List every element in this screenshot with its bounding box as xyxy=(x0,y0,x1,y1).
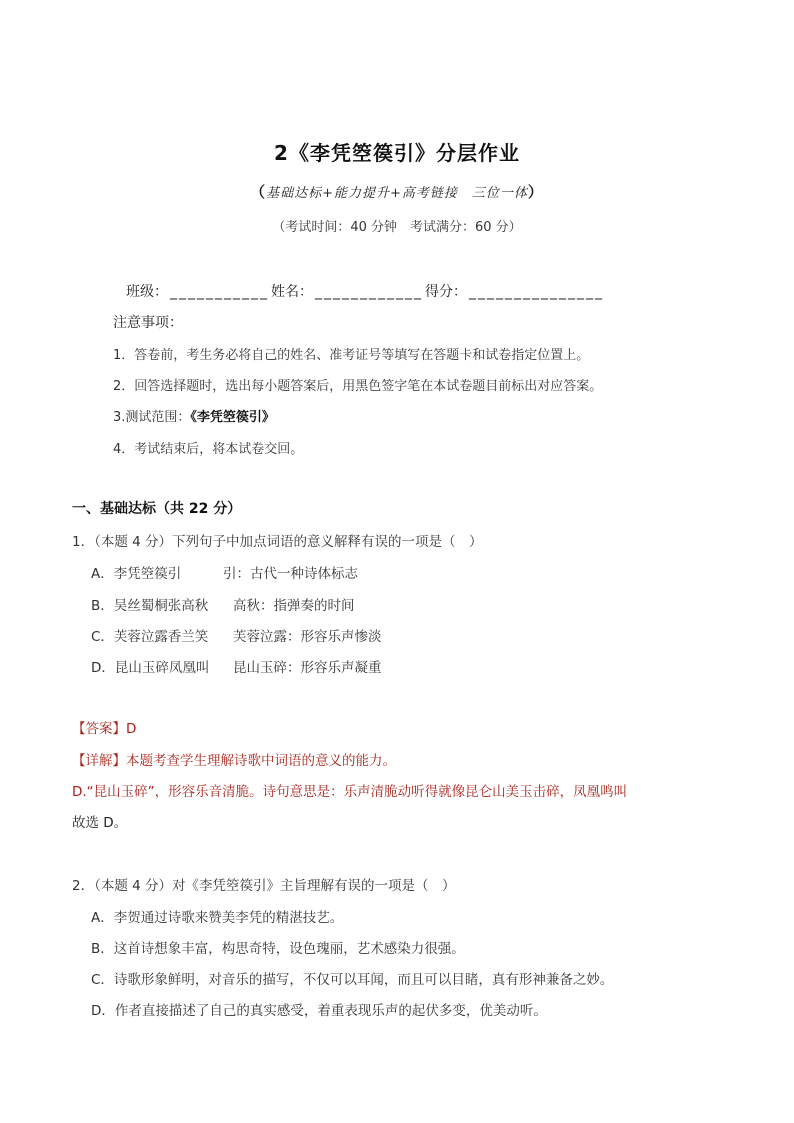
note-item-3-scope: 《李凭箜篌引》 xyxy=(190,410,275,425)
note-item-2: 2．回答选择题时，选出每小题答案后，用黑色签字笔在本试卷题目前标出对应答案。 xyxy=(113,379,603,394)
note-item-1: 1．答卷前，考生务必将自己的姓名、准考证号等填写在答题卡和试卷指定位置上。 xyxy=(113,348,590,363)
score-label: 得分： xyxy=(425,284,467,300)
question-2-option-b[interactable]: B．这首诗想象丰富，构思奇特，设色瑰丽，艺术感染力很强。 xyxy=(91,941,465,957)
section-heading: 一、基础达标（共 22 分） xyxy=(72,501,242,517)
note-item-3-prefix: 3.测试范围： xyxy=(113,410,191,425)
answer-value: D xyxy=(126,721,137,737)
name-label: 姓名： xyxy=(271,284,313,300)
class-label: 班级： xyxy=(126,284,168,300)
option-label: D．昆山玉碎凤凰叫 xyxy=(91,660,210,676)
page-title: 2《李凭箜篌引》分层作业 xyxy=(274,141,520,165)
option-label: A．李凭箜篌引 xyxy=(91,566,182,582)
question-1-option-b[interactable] xyxy=(91,594,355,614)
detail-text: 本题考查学生理解诗歌中词语的意义的能力。 xyxy=(126,753,396,769)
name-blank[interactable]: ____________ xyxy=(315,284,423,300)
detail-tag: 【详解】 xyxy=(72,753,126,769)
analysis-line: D.“昆山玉碎”，形容乐音清脆。诗句意思是：乐声清脆动听得就像昆仑山美玉击碎，凤凰鸣叫 xyxy=(72,784,628,800)
option-label: C．芙蓉泣露香兰笑 xyxy=(91,629,209,645)
exam-info: （考试时间：40 分钟 考试满分：60 分） xyxy=(272,220,522,235)
score-blank[interactable]: _______________ xyxy=(469,284,604,300)
notes-title: 注意事项： xyxy=(113,315,183,331)
conclusion-line: 故选 D。 xyxy=(72,815,128,831)
question-2-option-c[interactable]: C．诗歌形象鲜明，对音乐的描写，不仅可以耳闻，而且可以目睹，真有形神兼备之妙。 xyxy=(91,972,614,988)
option-explain: 引：古代一种诗体标志 xyxy=(223,566,358,582)
note-item-3 xyxy=(113,406,275,425)
page-subtitle xyxy=(0,181,794,202)
subtitle-close-paren: ） xyxy=(527,183,544,201)
question-1-stem: 1．（本题 4 分）下列句子中加点词语的意义解释有误的一项是（ ） xyxy=(72,534,483,550)
class-blank[interactable]: ___________ xyxy=(170,284,269,300)
question-2-stem: 2．（本题 4 分）对《李凭箜篌引》主旨理解有误的一项是（ ） xyxy=(72,878,456,894)
option-explain: 昆山玉碎：形容乐声凝重 xyxy=(233,660,382,676)
answer-line xyxy=(72,717,136,737)
question-2-option-a[interactable]: A．李贺通过诗歌来赞美李凭的精湛技艺。 xyxy=(91,910,344,926)
question-1-option-c[interactable] xyxy=(91,625,382,645)
option-explain: 高秋：指弹奏的时间 xyxy=(233,598,355,614)
subtitle-open-paren: （ xyxy=(250,183,267,201)
question-1-option-d[interactable] xyxy=(91,656,382,676)
student-info-line xyxy=(126,281,606,301)
question-1-option-a[interactable] xyxy=(91,562,358,582)
subtitle-text: 基础达标+能力提升+高考链接 三位一体 xyxy=(266,186,528,201)
note-item-4: 4．考试结束后，将本试卷交回。 xyxy=(113,442,304,457)
option-explain: 芙蓉泣露：形容乐声惨淡 xyxy=(233,629,382,645)
answer-tag: 【答案】 xyxy=(72,721,126,737)
question-2-option-d[interactable]: D．作者直接描述了自己的真实感受，着重表现乐声的起伏多变，优美动听。 xyxy=(91,1003,547,1019)
detail-line xyxy=(72,749,396,769)
option-label: B．吴丝蜀桐张高秋 xyxy=(91,598,209,614)
